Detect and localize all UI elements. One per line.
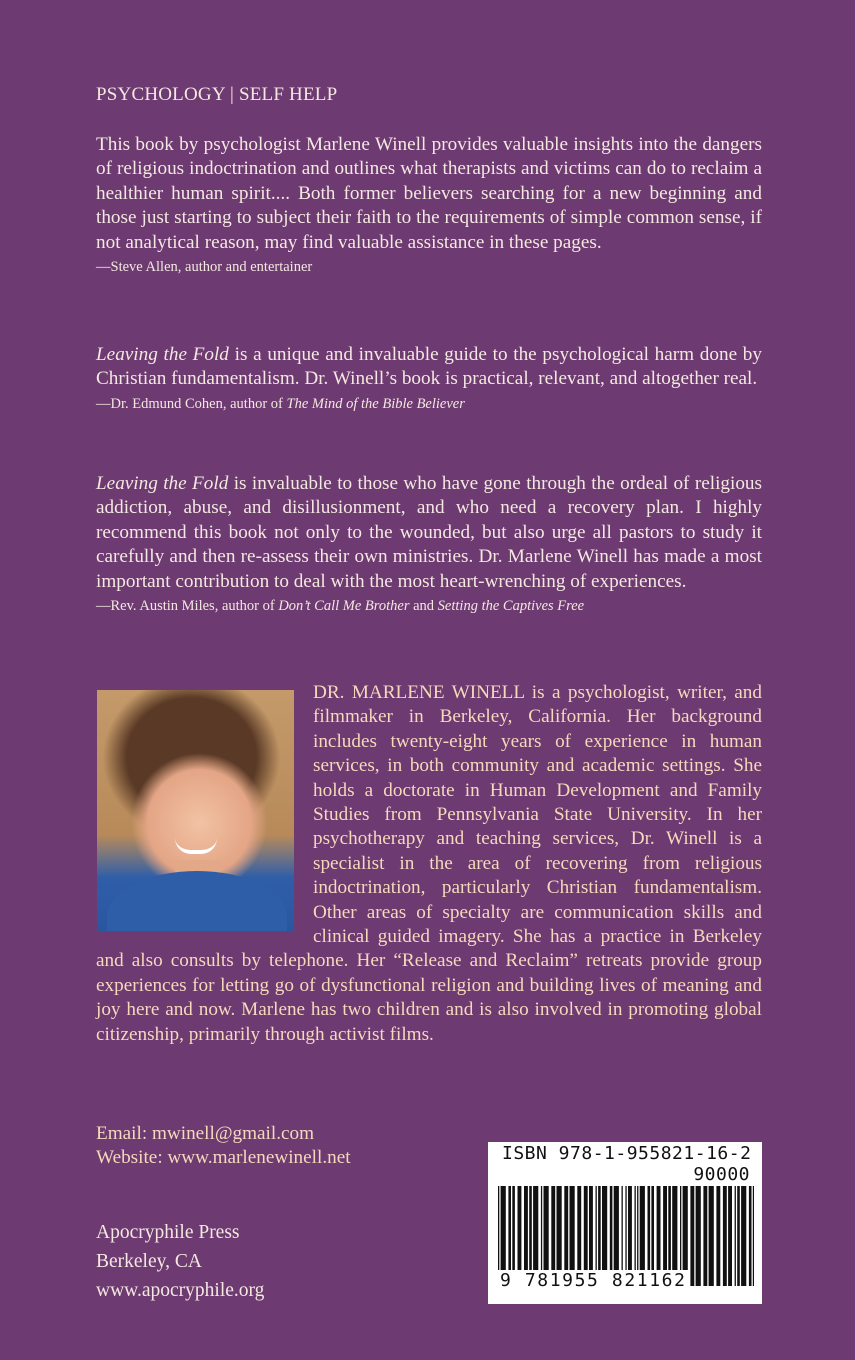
attribution-book-1: Don’t Call Me Brother bbox=[278, 598, 410, 615]
publisher-block bbox=[96, 1218, 264, 1305]
blurb-attribution: —Steve Allen, author and entertainer bbox=[96, 259, 313, 276]
barcode-bar bbox=[741, 1186, 746, 1286]
attribution-prefix: —Rev. Austin Miles, author of bbox=[96, 598, 279, 615]
blurb-attribution bbox=[96, 595, 762, 617]
price-code: 90000 bbox=[693, 1164, 750, 1185]
barcode-bar bbox=[749, 1186, 752, 1286]
publisher-location: Berkeley, CA bbox=[96, 1251, 202, 1272]
blurb-text bbox=[96, 472, 762, 594]
barcode-bar bbox=[703, 1186, 707, 1286]
blurb-austin-miles bbox=[96, 472, 762, 617]
barcode-bar bbox=[716, 1186, 720, 1286]
barcode-bar bbox=[723, 1186, 727, 1286]
barcode-bar bbox=[696, 1186, 701, 1286]
blurb-text: This book by psychologist Marlene Winell provides valuable insights into the dangers of religious indoctrination and outlines what therapists and victims can do to reclaim a healthier human spirit.... Both former believers searching for a new beginning and those just starting to subject their faith to the requirements of simple common sense, if not analytical reason, may find valuable assistance in these pages. bbox=[96, 134, 762, 253]
blurb-body: is invaluable to those who have gone through the ordeal of religious addiction, abuse, and disillusionment, and who need a recovery plan. I highly recommend this book not only to the wounded, but also urge all pastors to study it carefully and then re-assess their own ministries. Dr. Marlene Winell has made a most important contribution to deal with the most heart-wrenching of experiences. bbox=[96, 473, 762, 592]
book-title: Leaving the Fold bbox=[96, 473, 229, 494]
attribution-book: The Mind of the Bible Believer bbox=[286, 395, 465, 412]
blurb-steve-allen bbox=[96, 133, 762, 278]
barcode-bar bbox=[735, 1186, 736, 1286]
blurb-body: is a unique and invaluable guide to the psychological harm done by Christian fundamentalism. Dr. Winell’s book is practical, relevant, and altogether real. bbox=[96, 344, 762, 390]
barcode-bar bbox=[690, 1186, 694, 1286]
author-website: Website: www.marlenewinell.net bbox=[96, 1147, 351, 1169]
barcode-bar bbox=[753, 1186, 754, 1286]
attribution-prefix: —Dr. Edmund Cohen, author of bbox=[96, 395, 287, 412]
author-contact bbox=[96, 1122, 351, 1171]
blurb-edmund-cohen bbox=[96, 343, 762, 415]
category-label: PSYCHOLOGY | SELF HELP bbox=[96, 84, 338, 105]
author-email: Email: mwinell@gmail.com bbox=[96, 1123, 315, 1144]
publisher-name: Apocryphile Press bbox=[96, 1222, 240, 1243]
book-title: Leaving the Fold bbox=[96, 344, 229, 365]
attribution-and: and bbox=[409, 598, 438, 615]
photo-spacer bbox=[96, 681, 313, 947]
blurb-text bbox=[96, 343, 762, 392]
author-bio bbox=[96, 681, 762, 1047]
ean-digits: 9 781955 821162 bbox=[500, 1270, 687, 1291]
author-bio-text: DR. MARLENE WINELL is a psychologist, writer, and filmmaker in Berkeley, California. Her background includes twenty-eight years of experience in human services, in both community and academic settings. She holds a doctorate in Human Development and Family Studies from Pennsylvania State University. In her psychotherapy and teaching services, Dr. Winell is a specialist in the area of recovering from religious indoctrination, particularly Christian fundamentalism. Other areas of specialty are communication skills and clinical guided imagery. She has a practice in Berkeley and also consults by telephone. Her “Release and Reclaim” retreats provide group experiences for letting go of dysfunctional religion and building lives of meaning and joy here and now. Marlene has two children and is also involved in promoting global citizenship, primarily through activist films. bbox=[96, 682, 762, 1045]
barcode-bar bbox=[737, 1186, 740, 1286]
isbn-barcode bbox=[488, 1142, 762, 1304]
blurb-attribution bbox=[96, 393, 762, 415]
barcode-bar bbox=[728, 1186, 732, 1286]
publisher-url: www.apocryphile.org bbox=[96, 1280, 265, 1301]
barcode-bar bbox=[709, 1186, 714, 1286]
attribution-book-2: Setting the Captives Free bbox=[437, 598, 585, 615]
isbn-label: ISBN 978-1-955821-16-2 bbox=[502, 1143, 752, 1164]
